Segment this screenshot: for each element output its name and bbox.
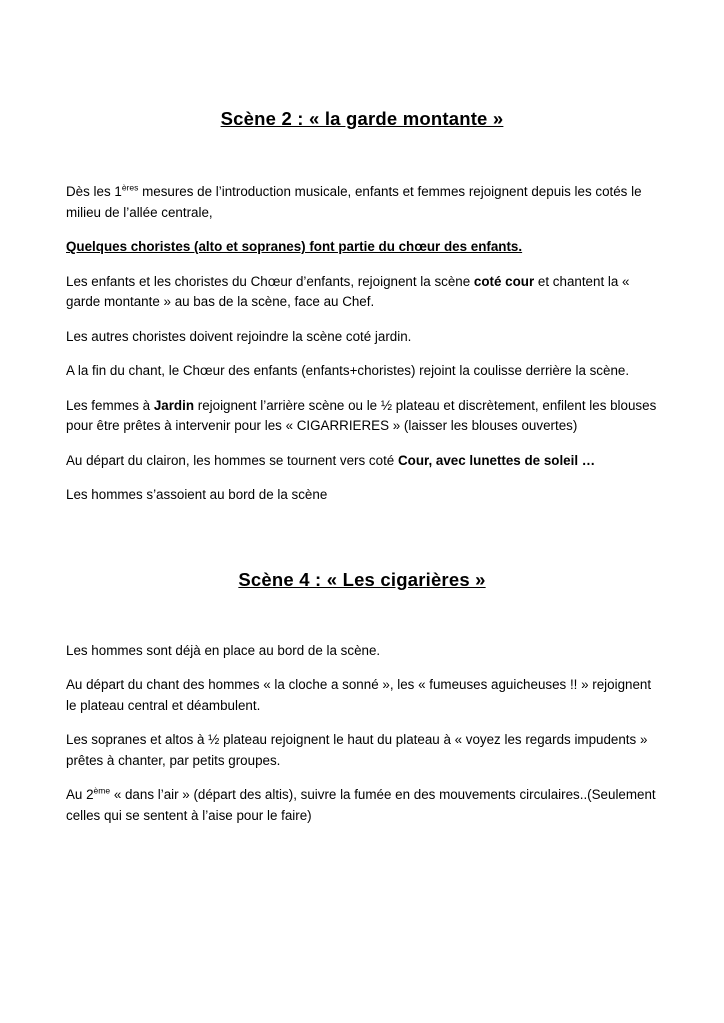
paragraph	[66, 361, 658, 382]
text-run: « dans l’air » (départ des altis), suivre la fumée en des mouvements circulaires..(Seulement celles qui se sentent à l’aise pour le faire)	[66, 787, 656, 823]
paragraph	[66, 451, 658, 472]
text-run: et chantent la « garde montante » au bas de la scène, face au Chef.	[66, 273, 630, 309]
paragraph	[66, 641, 658, 662]
paragraph	[66, 485, 658, 506]
text-run: Au départ du chant des hommes « la cloche a sonné », les « fumeuses aguicheuses !! » rejoignent le plateau central et déambulent.	[66, 677, 652, 713]
text-run: Les hommes s’assoient au bord de la scène	[66, 487, 328, 502]
paragraph	[66, 730, 658, 771]
section-2-body	[66, 591, 658, 827]
text-run: Au départ du clairon, les hommes se tournent vers coté	[66, 452, 398, 468]
text-run: Les sopranes et altos à ½ plateau rejoignent le haut du plateau à « voyez les regards impudents » prêtes à chanter, par petits groupes.	[66, 732, 648, 768]
text-run: Quelques choristes (alto et sopranes) font partie du chœur des enfants.	[66, 239, 523, 254]
superscript: ème	[93, 785, 111, 796]
text-run: Au 2	[66, 787, 94, 802]
paragraph	[66, 272, 658, 313]
scene-2-heading: Scène 2 : « la garde montante »	[220, 108, 504, 129]
text-run: Les hommes sont déjà en place au bord de la scène.	[66, 642, 381, 658]
paragraph	[66, 182, 658, 223]
scene-4-heading: Scène 4 : « Les cigarières »	[238, 568, 486, 590]
text-run: Les enfants et les choristes du Chœur d’enfants, rejoignent la scène	[66, 273, 474, 289]
paragraph	[66, 675, 658, 716]
text-run: Jardin	[153, 397, 195, 413]
paragraph	[66, 396, 658, 437]
paragraph	[66, 785, 658, 826]
section-2-title-wrap	[66, 506, 658, 591]
paragraph	[66, 237, 658, 258]
text-run: Les femmes à	[66, 397, 154, 413]
text-run: Cour, avec lunettes de soleil …	[397, 452, 596, 468]
section-1-title-wrap	[66, 0, 658, 130]
text-run: coté cour	[473, 273, 535, 289]
superscript: ères	[121, 182, 139, 193]
text-run: A la fin du chant, le Chœur des enfants (enfants+choristes) rejoint la coulisse derrière la scène.	[66, 363, 630, 378]
text-run: rejoignent l’arrière scène ou le ½ plateau et discrètement, enfilent les blouses pour être prêtes à intervenir pour les « CIGARRIERES » (laisser les blouses ouvertes)	[66, 397, 657, 433]
paragraph	[66, 327, 658, 348]
text-run: mesures de l’introduction musicale, enfants et femmes rejoignent depuis les cotés le milieu de l’allée centrale,	[66, 184, 642, 220]
text-run: Dès les 1	[66, 184, 122, 199]
section-1-body	[66, 130, 658, 506]
text-run: Les autres choristes doivent rejoindre la scène coté jardin.	[66, 328, 412, 344]
